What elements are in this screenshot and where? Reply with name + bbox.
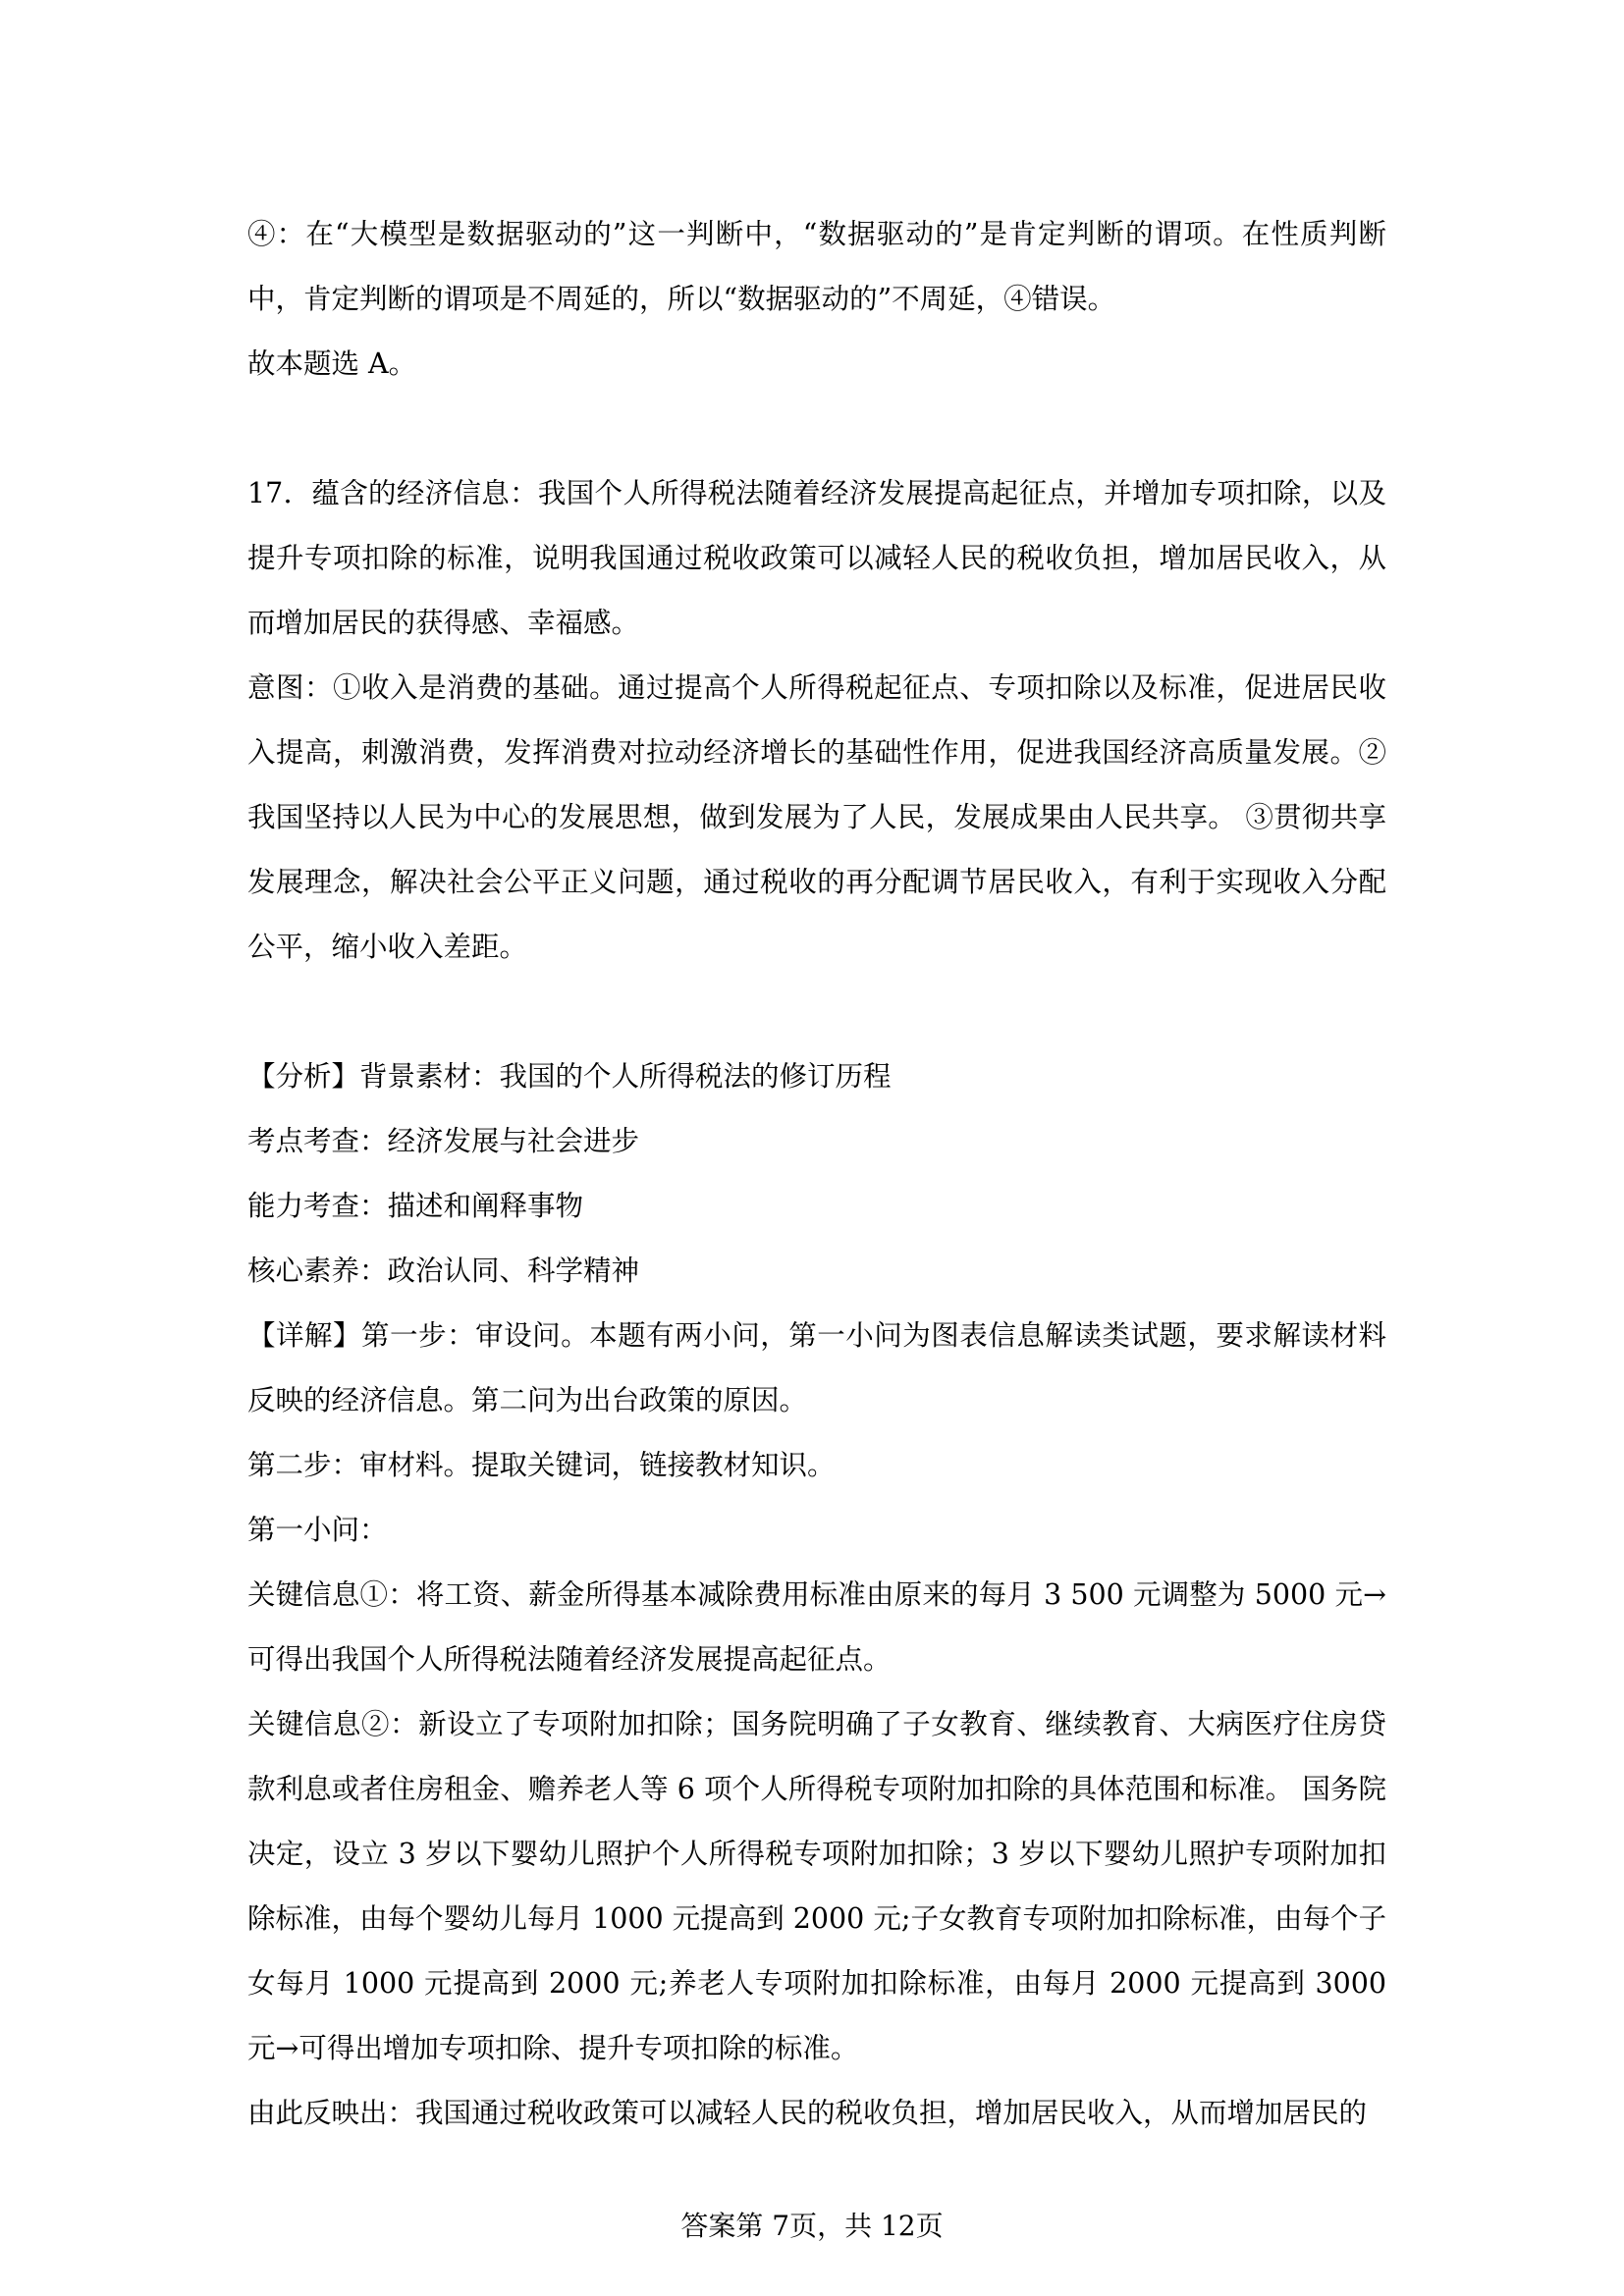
paragraph-gap [247,980,1386,1044]
paragraph: 关键信息②：新设立了专项附加扣除；国务院明确了子女教育、继续教育、大病医疗住房贷款利息或者住房租金、赡养老人等 6 项个人所得税专项附加扣除的具体范围和标准。 国务院决定，设立 3 岁以下婴幼儿照护个人所得税专项附加扣除；3 岁以下婴幼儿照护专项附加扣除标准，由每个婴幼儿每月 1000 元提高到 2000 元;子女教育专项附加扣除标准，由每个子女每月 1000 元提高到 2000 元;养老人专项附加扣除标准，由每月 2000 元提高到 3000 元→可得出增加专项扣除、提升专项扣除的标准。 [247,1708,1386,2064]
paragraph: 【分析】背景素材：我国的个人所得税法的修订历程 [247,1060,892,1093]
page-footer: 答案第 7页，共 12页 [680,2210,944,2242]
paragraph: 能力考查：描述和阐释事物 [247,1190,584,1222]
paragraph-gap [247,397,1386,461]
paragraph: 故本题选 A。 [247,347,417,380]
paragraph: ④：在“大模型是数据驱动的”这一判断中，“数据驱动的”是肯定判断的谓项。在性质判断中，肯定判断的谓项是不周延的，所以“数据驱动的”不周延，④错误。 [247,218,1386,315]
paragraph: 第二步：审材料。提取关键词，链接教材知识。 [247,1449,836,1481]
paragraph: 17．蕴含的经济信息：我国个人所得税法随着经济发展提高起征点，并增加专项扣除，以及提升专项扣除的标准，说明我国通过税收政策可以减轻人民的税收负担，增加居民收入，从而增加居民的获得感、幸福感。 [247,477,1386,639]
paragraph: 关键信息①：将工资、薪金所得基本减除费用标准由原来的每月 3 500 元调整为 5000 元→可得出我国个人所得税法随着经济发展提高起征点。 [247,1578,1386,1676]
paragraph: 考点考查：经济发展与社会进步 [247,1125,640,1157]
paragraph: 由此反映出：我国通过税收政策可以减轻人民的税收负担，增加居民收入，从而增加居民的 [247,2097,1368,2129]
paragraph: 核心素养：政治认同、科学精神 [247,1255,640,1287]
paragraph: 第一小问： [247,1514,388,1546]
page-content [247,202,1386,2146]
paragraph: 【详解】第一步：审设问。本题有两小问，第一小问为图表信息解读类试题，要求解读材料反映的经济信息。第二问为出台政策的原因。 [247,1319,1386,1416]
paragraph: 意图：①收入是消费的基础。通过提高个人所得税起征点、专项扣除以及标准，促进居民收入提高，刺激消费，发挥消费对拉动经济增长的基础性作用，促进我国经济高质量发展。②我国坚持以人民为中心的发展思想，做到发展为了人民，发展成果由人民共享。 ③贯彻共享发展理念，解决社会公平正义问题，通过税收的再分配调节居民收入，有利于实现收入分配公平，缩小收入差距。 [247,671,1386,963]
